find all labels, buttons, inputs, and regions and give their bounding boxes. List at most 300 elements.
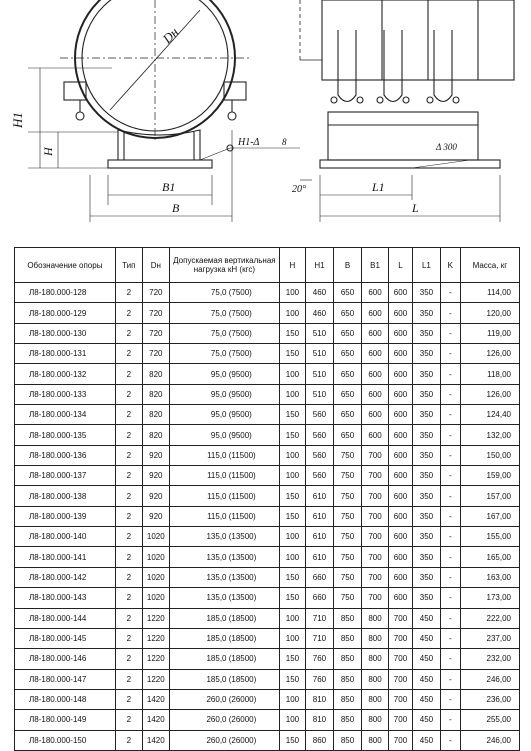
cell-mass: 119,00 — [460, 323, 519, 343]
cell-k: - — [440, 628, 460, 648]
cell-k: - — [440, 689, 460, 709]
cell-load: 95,0 (9500) — [169, 425, 279, 445]
cell-load: 115,0 (11500) — [169, 486, 279, 506]
cell-designation: Л8-180.000-144 — [15, 608, 116, 628]
cell-k: - — [440, 283, 460, 303]
cell-b: 850 — [333, 730, 361, 750]
cell-b: 750 — [333, 486, 361, 506]
cell-designation: Л8-180.000-131 — [15, 344, 116, 364]
cell-designation: Л8-180.000-135 — [15, 425, 116, 445]
u-bolt-1 — [338, 30, 356, 102]
cell-l1: 450 — [412, 649, 440, 669]
supports-table-wrapper — [14, 247, 520, 751]
cell-load: 95,0 (9500) — [169, 384, 279, 404]
cell-load: 185,0 (18500) — [169, 649, 279, 669]
cell-l: 700 — [389, 710, 413, 730]
cell-l: 600 — [389, 527, 413, 547]
cell-dn: 1020 — [142, 567, 169, 587]
cell-b1: 800 — [362, 730, 389, 750]
cell-type: 2 — [115, 669, 142, 689]
cell-l: 600 — [389, 445, 413, 465]
header-h: H — [279, 248, 305, 283]
cell-l1: 350 — [412, 323, 440, 343]
cell-h: 150 — [279, 344, 305, 364]
cell-l1: 450 — [412, 669, 440, 689]
cell-k: - — [440, 323, 460, 343]
cell-l: 700 — [389, 669, 413, 689]
cell-b1: 800 — [362, 689, 389, 709]
header-load: Допускаемая вертикальная нагрузка кН (кгс) — [169, 248, 279, 283]
cell-l: 600 — [389, 283, 413, 303]
cell-dn: 1020 — [142, 588, 169, 608]
cell-h1: 660 — [305, 588, 333, 608]
cell-l: 600 — [389, 405, 413, 425]
cell-dn: 920 — [142, 445, 169, 465]
cell-load: 185,0 (18500) — [169, 628, 279, 648]
cell-dn: 720 — [142, 283, 169, 303]
cell-dn: 720 — [142, 303, 169, 323]
table-row — [15, 710, 520, 730]
cell-h1: 610 — [305, 547, 333, 567]
cell-k: - — [440, 425, 460, 445]
table-row — [15, 506, 520, 526]
cell-b: 650 — [333, 283, 361, 303]
cell-type: 2 — [115, 364, 142, 384]
cell-l: 700 — [389, 689, 413, 709]
cell-h1: 560 — [305, 405, 333, 425]
cell-b1: 600 — [362, 425, 389, 445]
cell-dn: 1020 — [142, 547, 169, 567]
cell-designation: Л8-180.000-130 — [15, 323, 116, 343]
cell-load: 75,0 (7500) — [169, 283, 279, 303]
cell-h1: 710 — [305, 628, 333, 648]
cell-k: - — [440, 486, 460, 506]
u-bolt-2 — [384, 30, 402, 102]
label-l: L — [412, 201, 419, 215]
cell-b: 850 — [333, 608, 361, 628]
cell-b1: 600 — [362, 303, 389, 323]
cell-b1: 700 — [362, 486, 389, 506]
cell-h1: 710 — [305, 608, 333, 628]
cell-mass: 126,00 — [460, 344, 519, 364]
cell-l: 600 — [389, 547, 413, 567]
cell-k: - — [440, 608, 460, 628]
header-k: K — [440, 248, 460, 283]
side-frame — [322, 0, 514, 80]
table-row — [15, 628, 520, 648]
cell-load: 115,0 (11500) — [169, 466, 279, 486]
cell-b: 850 — [333, 689, 361, 709]
cell-designation: Л8-180.000-137 — [15, 466, 116, 486]
cell-designation: Л8-180.000-139 — [15, 506, 116, 526]
cell-h: 100 — [279, 283, 305, 303]
cell-mass: 163,00 — [460, 567, 519, 587]
header-b1: B1 — [362, 248, 389, 283]
cell-mass: 126,00 — [460, 384, 519, 404]
cell-mass: 118,00 — [460, 364, 519, 384]
cell-h: 150 — [279, 506, 305, 526]
cell-k: - — [440, 547, 460, 567]
cell-b: 750 — [333, 506, 361, 526]
cell-b: 850 — [333, 628, 361, 648]
cell-load: 135,0 (13500) — [169, 588, 279, 608]
cell-k: - — [440, 567, 460, 587]
cell-l1: 350 — [412, 506, 440, 526]
cell-load: 260,0 (26000) — [169, 730, 279, 750]
cell-h: 150 — [279, 649, 305, 669]
header-l: L — [389, 248, 413, 283]
cell-type: 2 — [115, 506, 142, 526]
cell-h: 100 — [279, 608, 305, 628]
cell-b1: 600 — [362, 283, 389, 303]
table-row — [15, 669, 520, 689]
cell-l1: 350 — [412, 405, 440, 425]
cell-h1: 810 — [305, 689, 333, 709]
cell-load: 95,0 (9500) — [169, 405, 279, 425]
cell-type: 2 — [115, 710, 142, 730]
cell-b: 650 — [333, 303, 361, 323]
cell-designation: Л8-180.000-141 — [15, 547, 116, 567]
cell-mass: 167,00 — [460, 506, 519, 526]
side-saddle — [328, 112, 478, 160]
table-body — [15, 283, 520, 751]
cell-k: - — [440, 445, 460, 465]
cell-h1: 510 — [305, 364, 333, 384]
cell-h: 100 — [279, 527, 305, 547]
cell-mass: 246,00 — [460, 730, 519, 750]
supports-table — [14, 247, 520, 751]
cell-b1: 800 — [362, 649, 389, 669]
cell-b: 650 — [333, 405, 361, 425]
cell-b1: 600 — [362, 344, 389, 364]
table-row — [15, 384, 520, 404]
cell-type: 2 — [115, 608, 142, 628]
cell-designation: Л8-180.000-147 — [15, 669, 116, 689]
cell-load: 75,0 (7500) — [169, 344, 279, 364]
cell-l: 600 — [389, 425, 413, 445]
cell-designation: Л8-180.000-148 — [15, 689, 116, 709]
cell-h1: 510 — [305, 323, 333, 343]
cell-l: 600 — [389, 384, 413, 404]
cell-dn: 820 — [142, 364, 169, 384]
cell-h: 100 — [279, 445, 305, 465]
cell-type: 2 — [115, 567, 142, 587]
cell-b: 850 — [333, 669, 361, 689]
cell-dn: 1220 — [142, 669, 169, 689]
base-plate — [108, 160, 212, 168]
table-row — [15, 364, 520, 384]
cell-type: 2 — [115, 445, 142, 465]
cell-b1: 800 — [362, 710, 389, 730]
cell-h1: 610 — [305, 527, 333, 547]
label-angle: 20° — [292, 184, 306, 195]
cell-h: 150 — [279, 323, 305, 343]
cell-b1: 600 — [362, 384, 389, 404]
table-row — [15, 323, 520, 343]
table-row — [15, 466, 520, 486]
cell-l: 600 — [389, 588, 413, 608]
cell-h: 150 — [279, 669, 305, 689]
cell-b1: 800 — [362, 669, 389, 689]
cell-load: 75,0 (7500) — [169, 303, 279, 323]
table-row — [15, 425, 520, 445]
cell-mass: 237,00 — [460, 628, 519, 648]
cell-mass: 246,00 — [460, 669, 519, 689]
cell-l1: 350 — [412, 303, 440, 323]
cell-l1: 350 — [412, 364, 440, 384]
cell-designation: Л8-180.000-149 — [15, 710, 116, 730]
cell-type: 2 — [115, 344, 142, 364]
cell-k: - — [440, 405, 460, 425]
header-l1: L1 — [412, 248, 440, 283]
cell-dn: 1420 — [142, 730, 169, 750]
cell-h1: 510 — [305, 344, 333, 364]
cell-type: 2 — [115, 283, 142, 303]
cell-dn: 920 — [142, 466, 169, 486]
table-row — [15, 405, 520, 425]
cell-l1: 350 — [412, 588, 440, 608]
cell-h: 150 — [279, 588, 305, 608]
cell-l1: 350 — [412, 466, 440, 486]
cell-designation: Л8-180.000-145 — [15, 628, 116, 648]
cell-b: 650 — [333, 344, 361, 364]
cell-b1: 700 — [362, 567, 389, 587]
cell-l: 700 — [389, 608, 413, 628]
cell-b1: 700 — [362, 445, 389, 465]
cell-dn: 1420 — [142, 710, 169, 730]
cell-dn: 720 — [142, 323, 169, 343]
table-row — [15, 649, 520, 669]
cell-load: 75,0 (7500) — [169, 323, 279, 343]
cell-designation: Л8-180.000-143 — [15, 588, 116, 608]
cell-designation: Л8-180.000-150 — [15, 730, 116, 750]
cell-type: 2 — [115, 384, 142, 404]
cell-k: - — [440, 730, 460, 750]
cell-designation: Л8-180.000-128 — [15, 283, 116, 303]
cell-mass: 165,00 — [460, 547, 519, 567]
cell-type: 2 — [115, 649, 142, 669]
cell-h: 100 — [279, 628, 305, 648]
label-stamp: Δ 300 — [436, 142, 457, 152]
table-row — [15, 344, 520, 364]
cell-h: 150 — [279, 425, 305, 445]
cell-h1: 610 — [305, 506, 333, 526]
label-dn: Dн — [159, 24, 182, 47]
cell-dn: 1220 — [142, 628, 169, 648]
cell-h: 100 — [279, 547, 305, 567]
cell-type: 2 — [115, 405, 142, 425]
side-base — [320, 160, 500, 168]
cell-b1: 600 — [362, 364, 389, 384]
cell-l1: 350 — [412, 283, 440, 303]
cell-dn: 1420 — [142, 689, 169, 709]
cell-l1: 450 — [412, 730, 440, 750]
cell-l1: 350 — [412, 445, 440, 465]
cell-b1: 700 — [362, 527, 389, 547]
cell-designation: Л8-180.000-132 — [15, 364, 116, 384]
label-weld: H1-Δ — [238, 137, 260, 148]
cell-dn: 820 — [142, 405, 169, 425]
cell-l: 600 — [389, 344, 413, 364]
table-row — [15, 527, 520, 547]
cell-mass: 255,00 — [460, 710, 519, 730]
cell-mass: 150,00 — [460, 445, 519, 465]
cell-designation: Л8-180.000-138 — [15, 486, 116, 506]
cell-h: 100 — [279, 710, 305, 730]
cell-type: 2 — [115, 303, 142, 323]
cell-load: 135,0 (13500) — [169, 547, 279, 567]
cell-k: - — [440, 649, 460, 669]
cell-mass: 232,00 — [460, 649, 519, 669]
cell-dn: 1020 — [142, 527, 169, 547]
cell-mass: 132,00 — [460, 425, 519, 445]
header-b: B — [333, 248, 361, 283]
cell-h: 150 — [279, 405, 305, 425]
cell-b: 850 — [333, 710, 361, 730]
cell-type: 2 — [115, 628, 142, 648]
cell-l1: 450 — [412, 689, 440, 709]
cell-l: 700 — [389, 628, 413, 648]
cell-b: 750 — [333, 547, 361, 567]
cell-l: 600 — [389, 466, 413, 486]
cell-b: 750 — [333, 527, 361, 547]
cell-h: 100 — [279, 303, 305, 323]
cell-l1: 350 — [412, 567, 440, 587]
cell-k: - — [440, 506, 460, 526]
cell-b1: 700 — [362, 506, 389, 526]
cell-k: - — [440, 527, 460, 547]
cell-l: 600 — [389, 506, 413, 526]
cell-mass: 236,00 — [460, 689, 519, 709]
diameter-line — [110, 10, 200, 110]
cell-type: 2 — [115, 466, 142, 486]
label-h: H — [41, 147, 55, 156]
cell-k: - — [440, 303, 460, 323]
table-row — [15, 730, 520, 750]
cell-b: 650 — [333, 384, 361, 404]
cell-mass: 157,00 — [460, 486, 519, 506]
cell-h1: 560 — [305, 445, 333, 465]
cell-k: - — [440, 588, 460, 608]
cell-h1: 560 — [305, 425, 333, 445]
cell-l1: 350 — [412, 425, 440, 445]
cell-h1: 760 — [305, 649, 333, 669]
cell-mass: 114,00 — [460, 283, 519, 303]
cell-b: 850 — [333, 649, 361, 669]
cell-l: 700 — [389, 730, 413, 750]
table-row — [15, 547, 520, 567]
cell-l: 600 — [389, 303, 413, 323]
cell-type: 2 — [115, 323, 142, 343]
cell-mass: 155,00 — [460, 527, 519, 547]
cell-load: 115,0 (11500) — [169, 506, 279, 526]
cell-b1: 600 — [362, 323, 389, 343]
cell-type: 2 — [115, 547, 142, 567]
table-row — [15, 445, 520, 465]
cell-l1: 350 — [412, 547, 440, 567]
cell-type: 2 — [115, 689, 142, 709]
cell-h: 150 — [279, 730, 305, 750]
cell-dn: 1220 — [142, 608, 169, 628]
cell-mass: 173,00 — [460, 588, 519, 608]
cell-h1: 760 — [305, 669, 333, 689]
cell-h1: 660 — [305, 567, 333, 587]
table-row — [15, 588, 520, 608]
cell-l: 600 — [389, 364, 413, 384]
cell-k: - — [440, 466, 460, 486]
cell-dn: 720 — [142, 344, 169, 364]
cell-type: 2 — [115, 730, 142, 750]
cell-load: 135,0 (13500) — [169, 527, 279, 547]
cell-type: 2 — [115, 527, 142, 547]
cell-k: - — [440, 710, 460, 730]
cell-designation: Л8-180.000-129 — [15, 303, 116, 323]
cell-h1: 860 — [305, 730, 333, 750]
cell-b1: 700 — [362, 588, 389, 608]
cell-dn: 820 — [142, 425, 169, 445]
label-b1: B1 — [162, 180, 176, 194]
label-weld-b: 8 — [282, 137, 287, 147]
table-row — [15, 608, 520, 628]
table-row — [15, 283, 520, 303]
cell-l: 600 — [389, 567, 413, 587]
cell-b: 750 — [333, 567, 361, 587]
label-b: B — [172, 201, 180, 215]
cell-dn: 820 — [142, 384, 169, 404]
cell-b1: 700 — [362, 466, 389, 486]
cell-h: 150 — [279, 486, 305, 506]
cell-l1: 450 — [412, 628, 440, 648]
cell-k: - — [440, 669, 460, 689]
cell-h1: 560 — [305, 466, 333, 486]
cell-h: 100 — [279, 466, 305, 486]
cell-load: 115,0 (11500) — [169, 445, 279, 465]
table-row — [15, 689, 520, 709]
cell-designation: Л8-180.000-134 — [15, 405, 116, 425]
cell-b: 750 — [333, 466, 361, 486]
cell-designation: Л8-180.000-136 — [15, 445, 116, 465]
cell-load: 95,0 (9500) — [169, 364, 279, 384]
cell-load: 135,0 (13500) — [169, 567, 279, 587]
cell-type: 2 — [115, 425, 142, 445]
cell-b1: 800 — [362, 628, 389, 648]
header-type: Тип — [115, 248, 142, 283]
cell-mass: 124,40 — [460, 405, 519, 425]
cell-b1: 700 — [362, 547, 389, 567]
cell-l: 600 — [389, 323, 413, 343]
cell-l1: 450 — [412, 710, 440, 730]
cell-load: 185,0 (18500) — [169, 608, 279, 628]
cell-designation: Л8-180.000-142 — [15, 567, 116, 587]
cell-k: - — [440, 364, 460, 384]
support-drawing — [0, 0, 531, 236]
cell-h: 100 — [279, 384, 305, 404]
cell-b: 750 — [333, 445, 361, 465]
cell-h1: 460 — [305, 283, 333, 303]
cell-load: 260,0 (26000) — [169, 689, 279, 709]
header-designation: Обозначение опоры — [15, 248, 116, 283]
cell-h1: 460 — [305, 303, 333, 323]
cell-h: 100 — [279, 364, 305, 384]
cell-k: - — [440, 384, 460, 404]
label-h1: H1 — [10, 112, 25, 128]
cell-h: 100 — [279, 689, 305, 709]
cell-h1: 610 — [305, 486, 333, 506]
cell-mass: 159,00 — [460, 466, 519, 486]
cell-l1: 450 — [412, 608, 440, 628]
cell-l: 700 — [389, 649, 413, 669]
cell-dn: 920 — [142, 486, 169, 506]
